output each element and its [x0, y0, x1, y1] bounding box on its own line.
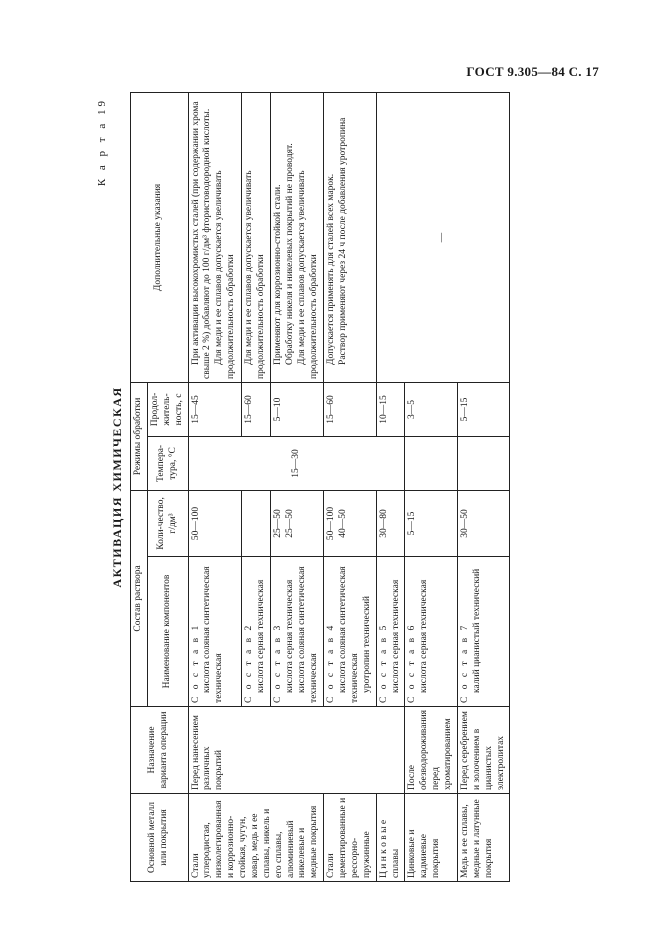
- cell-component: С о с т а в 7 калий цианистый технический: [457, 556, 510, 706]
- cell-metal: Ц и н к о в ы е сплавы: [376, 794, 405, 882]
- col-modes: Режимы обработки: [131, 382, 148, 490]
- cell-qty: 30—50: [457, 490, 510, 556]
- col-operation: Назначение варианта операции: [131, 706, 189, 793]
- cell-qty: 50—100 40—50: [324, 490, 377, 556]
- cell-qty: 50—100: [188, 490, 241, 556]
- card-number: К а р т а 19: [96, 98, 108, 187]
- cell-temperature: 15—30: [188, 436, 405, 490]
- cell-note: —: [376, 93, 510, 383]
- cell-component: С о с т а в 3 кислота серная техническая кислота соляная синтетическая техническая: [270, 556, 323, 706]
- col-temperature: Темпера-тура, °С: [147, 436, 188, 490]
- col-duration: Продол-житель-ность, с: [147, 382, 188, 436]
- col-notes: Дополнительные указания: [131, 93, 189, 383]
- header-row-1: [131, 93, 148, 882]
- cell-component: С о с т а в 1 кислота соляная синтетическая техническая: [188, 556, 241, 706]
- cell-temperature: [457, 436, 510, 490]
- cell-note: При активации высокохромистых сталей (при содержании хрома свыше 2 %) добавляют до 100 г/дм³ фтористоводородной кислоты. Для меди и ее сплавов допускается увеличивать продолжительность обработки: [188, 93, 241, 383]
- cell-duration: 15—60: [241, 382, 270, 436]
- cell-component: С о с т а в 5 кислота серная техническая: [376, 556, 405, 706]
- cell-component: С о с т а в 2 кислота серная техническая: [241, 556, 270, 706]
- col-solution: Состав раствора: [131, 490, 148, 706]
- col-quantity: Коли-чество, г/дм³: [147, 490, 188, 556]
- cell-operation: Перед нанесением различных покрытий: [188, 706, 405, 793]
- cell-temperature: [405, 436, 458, 490]
- cell-note: Допускается применять для сталей всех марок. Раствор применяют через 24 ч после добавления уротропина: [324, 93, 377, 383]
- cell-metal: Медь и ее сплавы, медные и латунные покрытия: [457, 794, 510, 882]
- cell-qty: 30—80: [376, 490, 405, 556]
- cell-qty: [241, 490, 270, 556]
- cell-duration: 15—45: [188, 382, 241, 436]
- table-row: [188, 93, 241, 882]
- col-base-metal: Основной металл или покрытия: [131, 794, 189, 882]
- cell-metal: Стали цементированные и рессорно-пружинные: [324, 794, 377, 882]
- cell-duration: 5—10: [270, 382, 323, 436]
- rotated-table-sheet: [88, 92, 628, 882]
- sheet-title: АКТИВАЦИЯ ХИМИЧЕСКАЯ: [110, 386, 124, 588]
- activation-table: [130, 92, 510, 882]
- cell-duration: 15—60: [324, 382, 377, 436]
- cell-metal: Цинковые и кадмиевые покрытия: [405, 794, 458, 882]
- cell-component: С о с т а в 6 кислота серная техническая: [405, 556, 458, 706]
- cell-operation: После обезводороживания перед хроматированием: [405, 706, 458, 793]
- cell-metal: Стали углеродистая, низколегированная и коррозионно-стойкая, чугун, ковар, медь и ее сплавы, никель и его сплавы, алюминиевый никелевые и медные покрытия: [188, 794, 324, 882]
- cell-qty: 25—50 25—50: [270, 490, 323, 556]
- cell-duration: 5—15: [457, 382, 510, 436]
- cell-operation: Перед серебрением и золочением в цианистых электролитах: [457, 706, 510, 793]
- cell-duration: 3—5: [405, 382, 458, 436]
- cell-note: Применяют для коррозионно-стойкой стали. Обработку никеля и никелевых покрытий не проводят. Для меди и ее сплавов допускается увеличивать продолжительность обработки: [270, 93, 323, 383]
- page-header: ГОСТ 9.305—84 С. 17: [466, 64, 599, 79]
- cell-component: С о с т а в 4 кислота соляная синтетическая техническая уротропин технический: [324, 556, 377, 706]
- cell-note: Для меди и ее сплавов допускается увеличивать продолжительность обработки: [241, 93, 270, 383]
- cell-duration: 10—15: [376, 382, 405, 436]
- col-components: Наименование компонентов: [147, 556, 188, 706]
- cell-qty: 5—15: [405, 490, 458, 556]
